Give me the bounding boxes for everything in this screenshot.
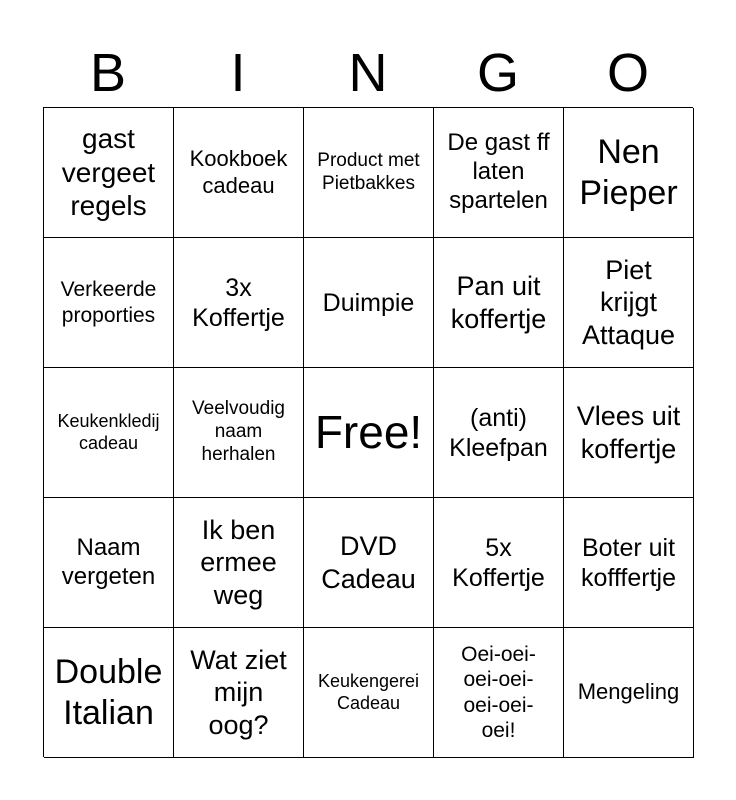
header-letter-i: I <box>230 43 246 103</box>
cell-text: Product met Pietbakkes <box>317 149 420 194</box>
bingo-cell-r2c3[interactable] <box>304 238 434 368</box>
cell-text: Ik ben ermee weg <box>200 514 277 610</box>
bingo-cell-r4c4[interactable] <box>434 498 564 628</box>
bingo-cell-r5c3[interactable] <box>304 628 434 758</box>
cell-text: Vlees uit koffertje <box>576 401 681 464</box>
bingo-cell-r5c1[interactable] <box>44 628 174 758</box>
bingo-cell-r2c4[interactable] <box>434 238 564 368</box>
bingo-cell-r5c2[interactable] <box>174 628 304 758</box>
cell-text: Wat ziet mijn oog? <box>190 644 287 740</box>
header-letter-o: O <box>606 43 649 103</box>
bingo-cell-r3c1[interactable] <box>44 368 174 498</box>
bingo-cell-r1c4[interactable] <box>434 108 564 238</box>
bingo-header <box>43 40 693 106</box>
bingo-cell-r1c1[interactable] <box>44 108 174 238</box>
cell-text: Verkeerde proporties <box>60 278 157 327</box>
bingo-cell-r1c2[interactable] <box>174 108 304 238</box>
cell-text: Nen Pieper <box>579 132 678 212</box>
cell-text: Naam vergeten <box>61 533 156 590</box>
cell-text: Piet krijgt Attaque <box>581 254 676 350</box>
bingo-cell-r4c3[interactable] <box>304 498 434 628</box>
bingo-cell-r3c3[interactable] <box>304 368 434 498</box>
bingo-cell-r3c4[interactable] <box>434 368 564 498</box>
header-letter-g: G <box>476 43 519 103</box>
cell-text: 5x Koffertje <box>452 533 545 592</box>
cell-text: gast vergeet regels <box>61 123 156 222</box>
cell-text: 3x Koffertje <box>192 273 285 332</box>
bingo-cell-r4c5[interactable] <box>564 498 694 628</box>
bingo-cell-r4c1[interactable] <box>44 498 174 628</box>
cell-text: Mengeling <box>577 679 680 705</box>
cell-text: Oei-oei-oei-oei-oei-oei-oei! <box>461 643 536 742</box>
cell-text: Boter uit kofffertje <box>581 533 676 592</box>
cell-text: Keukengerei Cadeau <box>317 670 420 713</box>
bingo-cell-r2c1[interactable] <box>44 238 174 368</box>
cell-text: Veelvoudig naam herhalen <box>192 398 285 465</box>
bingo-cell-r3c5[interactable] <box>564 368 694 498</box>
bingo-cell-r3c2[interactable] <box>174 368 304 498</box>
bingo-cell-r2c2[interactable] <box>174 238 304 368</box>
bingo-cell-r5c5[interactable] <box>564 628 694 758</box>
cell-text: Double Italian <box>54 652 163 732</box>
cell-text: Duimpie <box>322 288 415 317</box>
bingo-cell-r1c5[interactable] <box>564 108 694 238</box>
header-letter-b: B <box>89 43 127 103</box>
bingo-cell-r5c4[interactable] <box>434 628 564 758</box>
cell-text: Keukenkledij cadeau <box>57 410 160 453</box>
bingo-cell-r4c2[interactable] <box>174 498 304 628</box>
header-letter-n: N <box>348 43 388 103</box>
cell-text: DVD Cadeau <box>321 531 416 594</box>
bingo-board <box>43 107 693 757</box>
cell-text: Kookboek cadeau <box>189 146 288 198</box>
free-space: Free! <box>314 405 423 458</box>
cell-text: (anti) Kleefpan <box>449 403 548 462</box>
bingo-cell-r2c5[interactable] <box>564 238 694 368</box>
bingo-cell-r1c3[interactable] <box>304 108 434 238</box>
cell-text: Pan uit koffertje <box>450 271 547 334</box>
cell-text: De gast ff laten spartelen <box>447 129 550 214</box>
